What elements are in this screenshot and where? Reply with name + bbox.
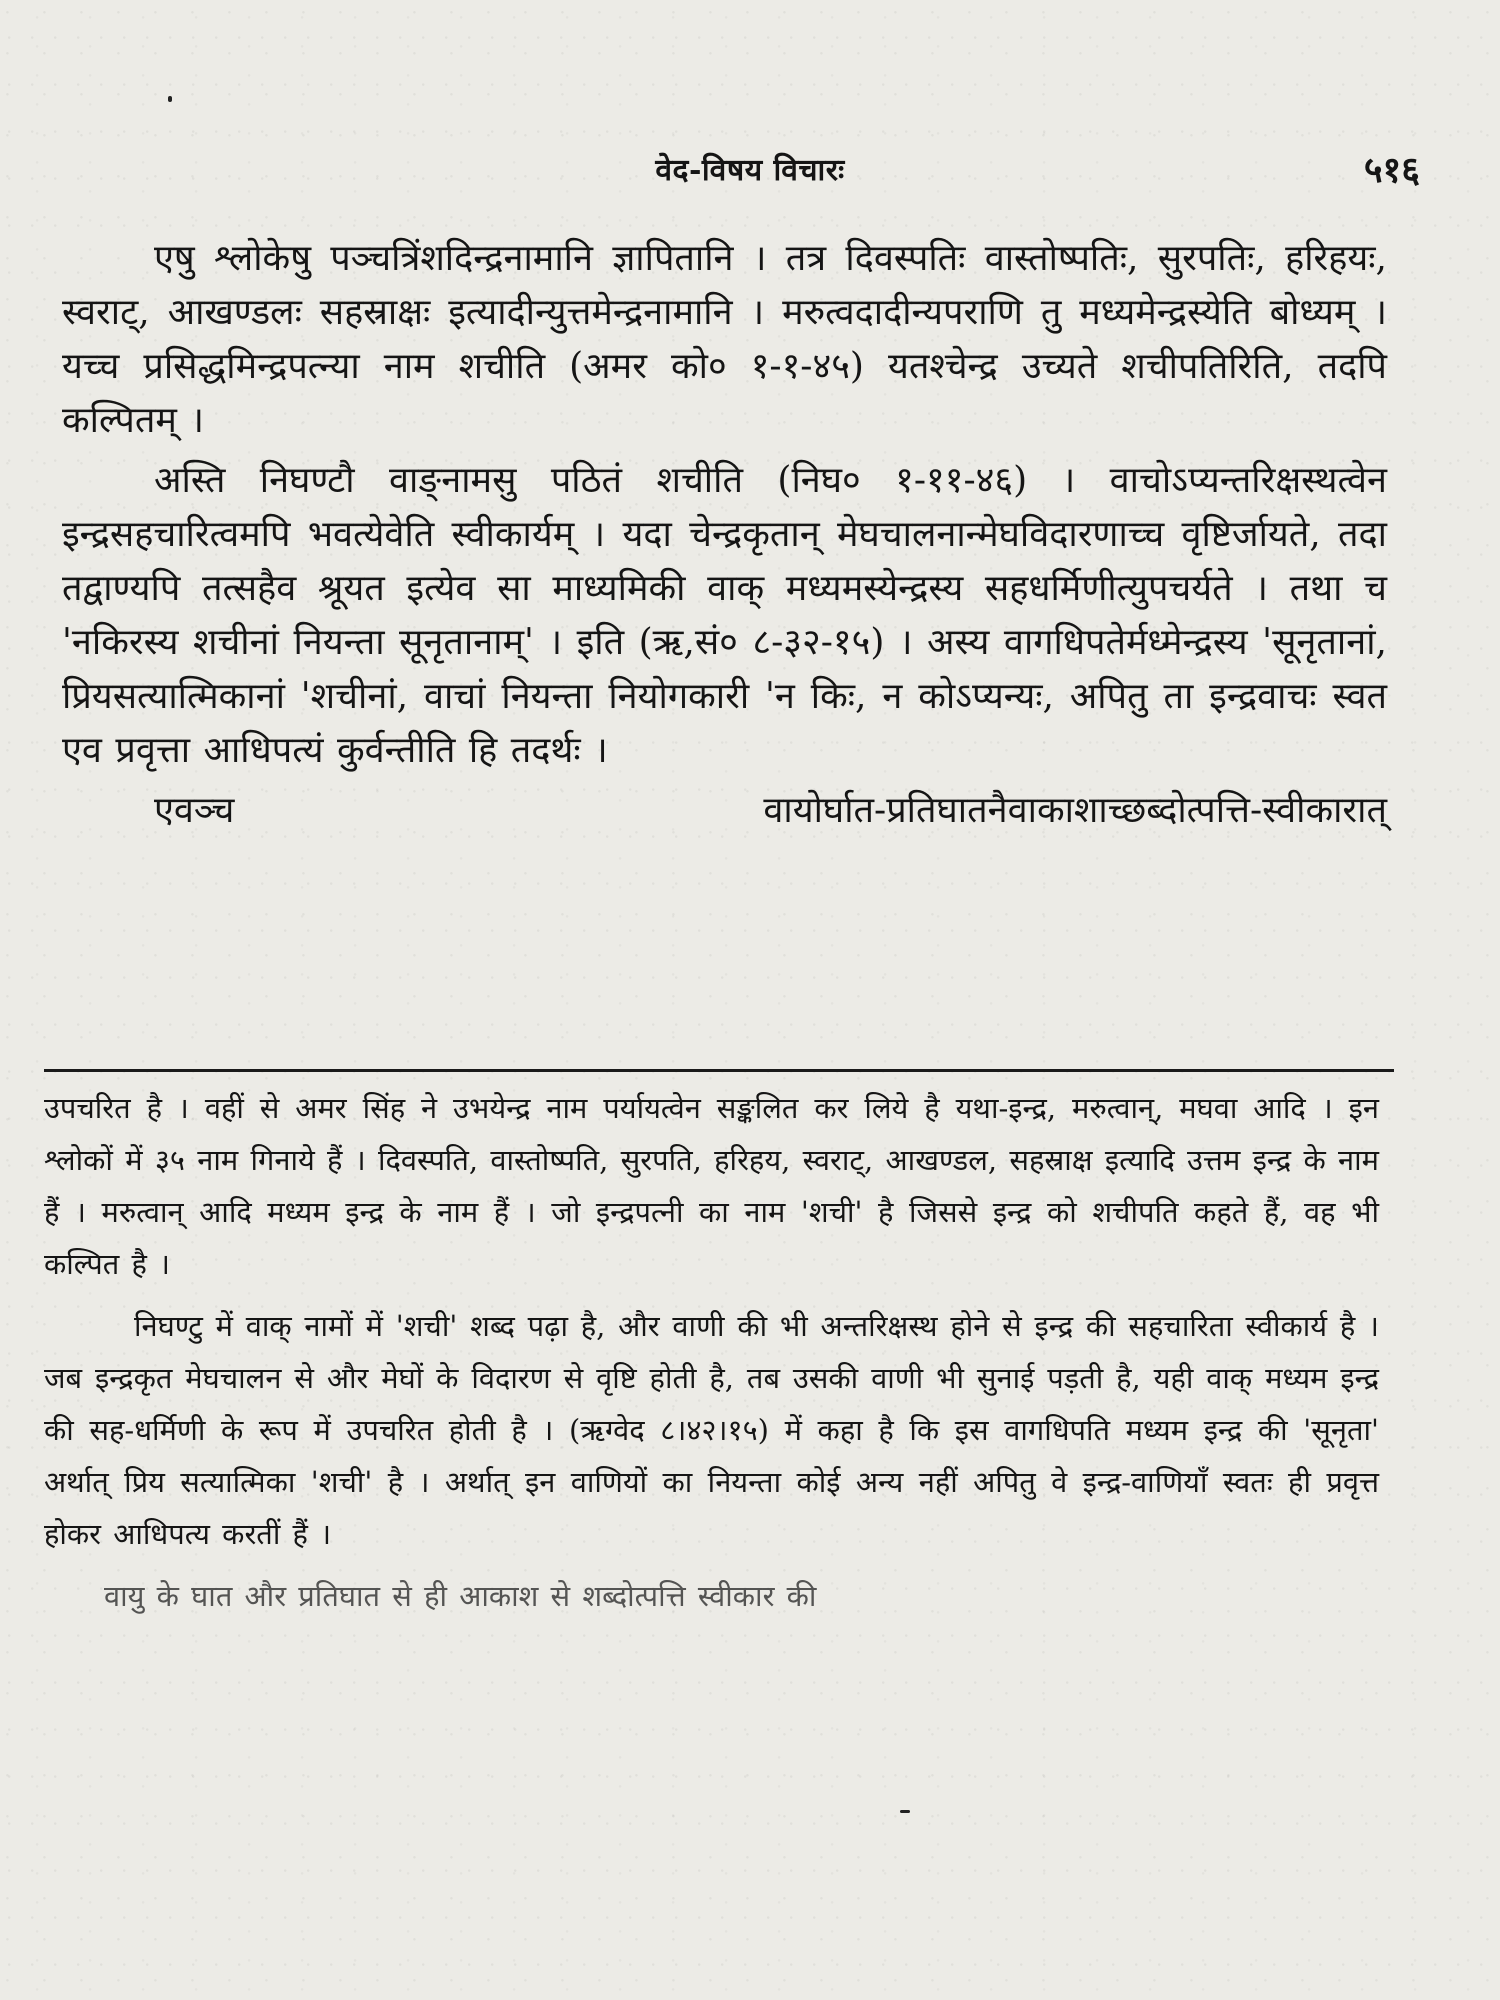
footnote-text [44, 1082, 1379, 1632]
running-head: वेद-विषय विचारः [655, 153, 845, 188]
main-paragraph: एषु श्लोकेषु पञ्चत्रिंशदिन्द्रनामानि ज्ञापितानि । तत्र दिवस्पतिः वास्तोष्पतिः, सुरपतिः, हरिहयः, स्वराट्, आखण्डलः सहस्राक्षः इत्यादीन्युत्तमेन्द्रनामानि । मरुत्वदादीन्यपराणि तु मध्यमेन्द्रस्येति बोध्यम् । यच्च प्रसिद्धमिन्द्रपत्न्या नाम शचीति (अमर को० १-१-४५) यतश्चेन्द्र उच्यते शचीपतिरिति, तदपि कल्पितम् । [62, 238, 1387, 441]
footnote-divider [44, 1069, 1394, 1072]
main-paragraph: एवञ्च वायोर्घात-प्रतिघातनैवाकाशाच्छब्दोत्पत्ति-स्वीकारात् [154, 790, 1387, 831]
scan-speck [900, 1810, 910, 1813]
main-paragraph: अस्ति निघण्टौ वाङ्नामसु पठितं शचीति (निघ० १-११-४६) । वाचोऽप्यन्तरिक्षस्थत्वेन इन्द्रसहचारित्वमपि भवत्येवेति स्वीकार्यम् । यदा चेन्द्रकृतान् मेघचालनान्मेघविदारणाच्च वृष्टिर्जायते, तदा तद्वाण्यपि तत्सहैव श्रूयत इत्येव सा माध्यमिकी वाक् मध्यमस्येन्द्रस्य सहधर्मिणीत्युपचर्यते । तथा च 'नकिरस्य शचीनां नियन्ता सूनृतानाम्' । इति (ऋ,सं० ८-३२-१५) । अस्य वागधिपतेर्मध्मेन्द्रस्य 'सूनृतानां, प्रियसत्यात्मिकानां 'शचीनां, वाचां नियन्ता नियोगकारी 'न किः, न कोऽप्यन्यः, अपितु ता इन्द्रवाचः स्वत एव प्रवृत्ता आधिपत्यं कुर्वन्तीति हि तदर्थः । [62, 460, 1387, 771]
main-text [62, 232, 1387, 844]
footnote-paragraph: निघण्टु में वाक् नामों में 'शची' शब्द पढ़ा है, और वाणी की भी अन्तरिक्षस्थ होने से इन्द्र की सहचारिता स्वीकार्य है । जब इन्द्रकृत मेघचालन से और मेघों के विदारण से वृष्टि होती है, तब उसकी वाणी भी सुनाई पड़ती है, यही वाक् मध्यम इन्द्र की सह-धर्मिणी के रूप में उपचरित होती है । (ऋग्वेद ८।४२।१५) में कहा है कि इस वागधिपति मध्यम इन्द्र की 'सूनृता' अर्थात् प्रिय सत्यात्मिका 'शची' है । अर्थात् इन वाणियों का नियन्ता कोई अन्य नहीं अपितु वे इन्द्र-वाणियाँ स्वतः ही प्रवृत्त होकर आधिपत्य करतीं हैं । [44, 1309, 1379, 1551]
scan-speck [168, 96, 172, 102]
page-number: ५१६ [1363, 149, 1420, 191]
footnote-paragraph: उपचरित है । वहीं से अमर सिंह ने उभयेन्द्र नाम पर्यायत्वेन सङ्कलित कर लिये है यथा-इन्द्र, मरुत्वान्, मघवा आदि । इन श्लोकों में ३५ नाम गिनाये हैं । दिवस्पति, वास्तोष्पति, सुरपति, हरिहय, स्वराट्, आखण्डल, सहस्राक्ष इत्यादि उत्तम इन्द्र के नाम हैं । मरुत्वान् आदि मध्यम इन्द्र के नाम हैं । जो इन्द्रपत्नी का नाम 'शची' है जिससे इन्द्र को शचीपति कहते हैं, वह भी कल्पित है । [44, 1091, 1379, 1281]
footnote-paragraph: वायु के घात और प्रतिघात से ही आकाश से शब्दोत्पत्ति स्वीकार की [104, 1579, 817, 1613]
page-header [60, 148, 1440, 198]
